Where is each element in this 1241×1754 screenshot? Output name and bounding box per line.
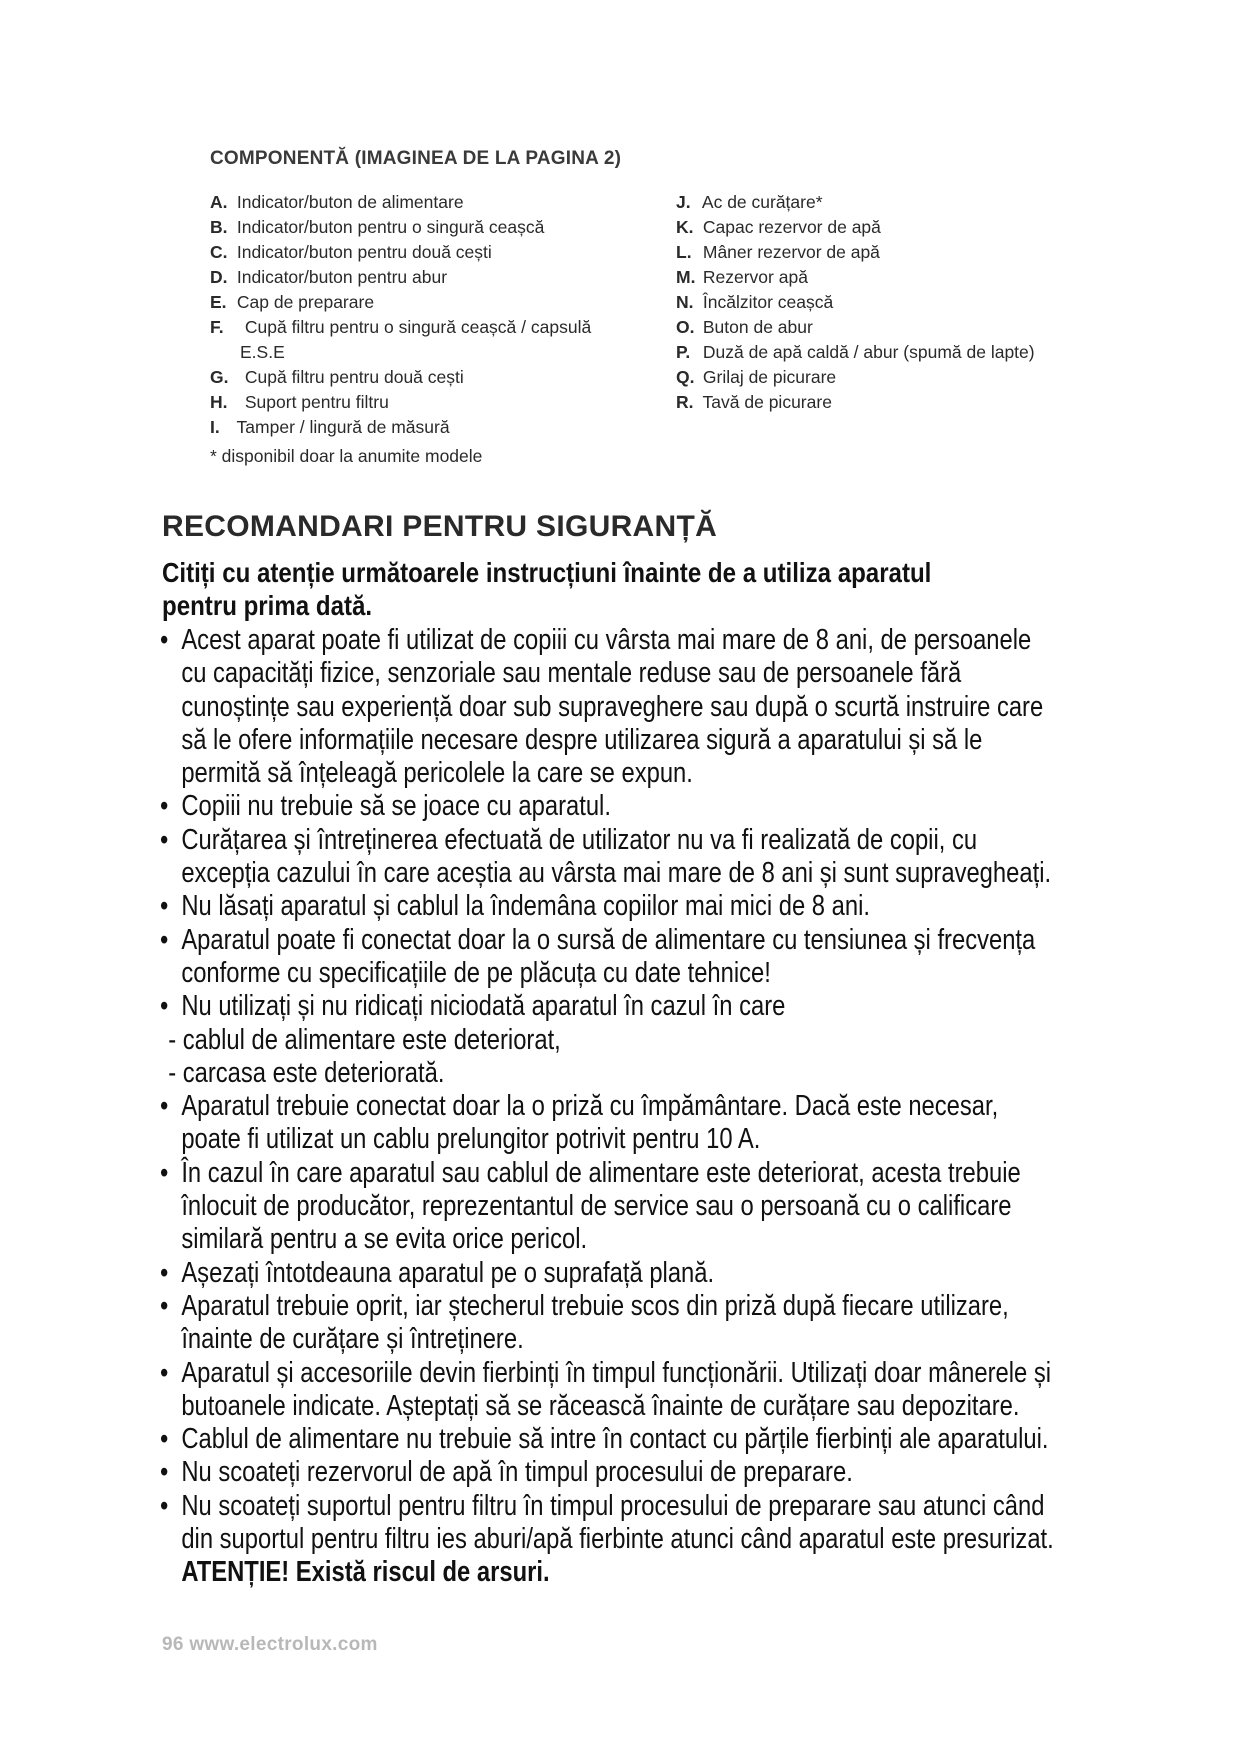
component-item [210, 365, 650, 390]
safety-item [160, 1090, 1062, 1157]
component-label: Mâner rezervor de apă [702, 242, 880, 262]
component-item [676, 190, 1096, 215]
component-letter: N. [676, 292, 694, 312]
component-label: Încălzitor ceașcă [702, 292, 834, 312]
component-letter: P. [676, 342, 691, 362]
burn-warning: ATENȚIE! Există riscul de arsuri. [181, 1556, 550, 1589]
safety-item-text: În cazul în care aparatul sau cablul de alimentare este deteriorat, acesta trebuie înlocuit de producător, reprezentantul de service sau o persoană cu o calificare similară pentru a se evita orice pericol. [181, 1156, 1021, 1256]
safety-item [160, 990, 1062, 1090]
safety-item [160, 1257, 1062, 1290]
components-list-left [210, 190, 650, 440]
page-footer: 96 www.electrolux.com [162, 1634, 378, 1655]
safety-item [160, 1423, 1062, 1456]
components-title: COMPONENTĂ (IMAGINEA DE LA PAGINA 2) [210, 148, 622, 169]
component-item [210, 290, 650, 315]
component-item [210, 390, 650, 415]
component-item [676, 365, 1096, 390]
components-footnote: * disponibil doar la anumite modele [210, 446, 483, 466]
safety-subitem: - cablul de alimentare este deteriorat, [168, 1023, 561, 1056]
safety-item-text: Așezați întotdeauna aparatul pe o suprafață plană. [181, 1256, 715, 1289]
component-item [676, 215, 1096, 240]
component-letter: R. [676, 392, 694, 412]
component-letter: M. [676, 267, 696, 287]
component-letter: J. [676, 192, 691, 212]
safety-item-text: Curățarea și întreținerea efectuată de utilizator nu va fi realizată de copii, cu excepția cazului în care aceștia au vârsta mai mare de 8 ani și sunt supravegheați. [181, 823, 1052, 890]
safety-item-text: Aparatul și accesoriile devin fierbinți în timpul funcționării. Utilizați doar mânerele și butoanele indicate. Așteptați să se răcească înainte de curățare sau depozitare. [181, 1356, 1052, 1422]
component-letter: I. [210, 417, 220, 437]
component-item-continuation [210, 340, 650, 365]
component-letter: L. [676, 242, 692, 262]
component-letter: A. [210, 192, 228, 212]
safety-title: RECOMANDARI PENTRU SIGURANȚĂ [162, 510, 718, 543]
component-letter: G. [210, 367, 229, 387]
component-label: Ac de curățare* [701, 192, 823, 212]
safety-item [160, 1357, 1062, 1424]
safety-item [160, 924, 1062, 991]
component-label: Cupă filtru pentru două cești [244, 367, 464, 387]
component-item [676, 240, 1096, 265]
component-letter: K. [676, 217, 694, 237]
component-item [676, 315, 1096, 340]
component-item [676, 340, 1096, 365]
component-letter: E. [210, 292, 227, 312]
component-label: Indicator/buton de alimentare [236, 192, 464, 212]
component-item [210, 265, 650, 290]
component-item [210, 190, 650, 215]
safety-item-text: Aparatul trebuie conectat doar la o priză cu împământare. Dacă este necesar, poate fi utilizat un cablu prelungitor potrivit pentru 10 A. [181, 1090, 999, 1156]
component-letter: B. [210, 217, 228, 237]
component-label: Indicator/buton pentru două cești [236, 242, 492, 262]
component-item [210, 315, 650, 340]
safety-item [160, 1290, 1062, 1357]
component-item [676, 290, 1096, 315]
component-letter: F. [210, 317, 224, 337]
safety-item [160, 1490, 1062, 1590]
component-letter: H. [210, 392, 228, 412]
component-label: Duză de apă caldă / abur (spumă de lapte) [702, 342, 1035, 362]
component-label: Buton de abur [702, 317, 813, 337]
component-label: Suport pentru filtru [244, 392, 389, 412]
component-letter: Q. [676, 367, 695, 387]
safety-item-text: Aparatul poate fi conectat doar la o sursă de alimentare cu tensiunea și frecvența conforme cu specificațiile de pe plăcuța cu date tehnice! [181, 923, 1036, 989]
safety-item [160, 624, 1062, 790]
safety-item-text: Cablul de alimentare nu trebuie să intre în contact cu părțile fierbinți ale aparatului. [181, 1423, 1049, 1456]
safety-list [160, 624, 1062, 1590]
safety-item [160, 1157, 1062, 1257]
safety-item-text: Copiii nu trebuie să se joace cu aparatul. [181, 790, 611, 823]
safety-item-text: Nu utilizați și nu ridicați niciodată aparatul în cazul în care [181, 990, 786, 1023]
safety-item [160, 1456, 1062, 1489]
component-item [210, 415, 650, 440]
safety-item [160, 790, 1062, 823]
safety-subtitle: Citiți cu atenție următoarele instrucțiuni înainte de a utiliza aparatul pentru prima dată. [162, 557, 932, 621]
component-label: Cap de preparare [236, 292, 375, 312]
component-letter: C. [210, 242, 228, 262]
safety-item-text: Nu lăsați aparatul și cablul la îndemâna copiilor mai mici de 8 ani. [181, 890, 870, 923]
component-letter: O. [676, 317, 695, 337]
component-item [676, 390, 1096, 415]
component-label: E.S.E [240, 342, 285, 362]
safety-item [160, 890, 1062, 923]
safety-item-text: Nu scoateți suportul pentru filtru în timpul procesului de preparare sau atunci când din suportul pentru filtru ies aburi/apă fierbinte atunci când aparatul este presurizat. [181, 1489, 1054, 1556]
component-item [676, 265, 1096, 290]
component-item [210, 215, 650, 240]
safety-item-text: Acest aparat poate fi utilizat de copiii cu vârsta mai mare de 8 ani, de persoanele cu capacități fizice, senzoriale sau mentale reduse sau de persoanele fără cunoștințe sau experiență doar sub supraveghere sau după o scurtă instruire care să le ofere informațiile necesare despre utilizarea sigură a aparatului și să le permită să înțeleagă pericolele la care se expun. [181, 624, 1044, 790]
component-label: Rezervor apă [702, 267, 808, 287]
component-label: Indicator/buton pentru abur [236, 267, 448, 287]
components-list-right [676, 190, 1096, 415]
safety-item-text: Nu scoateți rezervorul de apă în timpul procesului de preparare. [181, 1456, 853, 1489]
component-label: Capac rezervor de apă [702, 217, 881, 237]
safety-item-text: Aparatul trebuie oprit, iar ștecherul trebuie scos din priză după fiecare utilizare, înainte de curățare și întreținere. [181, 1289, 1009, 1356]
component-label: Grilaj de picurare [702, 367, 837, 387]
component-label: Indicator/buton pentru o singură ceașcă [236, 217, 545, 237]
component-label: Tavă de picurare [702, 392, 832, 412]
component-label: Tamper / lingură de măsură [236, 417, 450, 437]
component-item [210, 240, 650, 265]
component-label: Cupă filtru pentru o singură ceașcă / capsulă [244, 317, 592, 337]
component-letter: D. [210, 267, 228, 287]
safety-item [160, 824, 1062, 891]
safety-subitem: - carcasa este deteriorată. [168, 1056, 445, 1089]
